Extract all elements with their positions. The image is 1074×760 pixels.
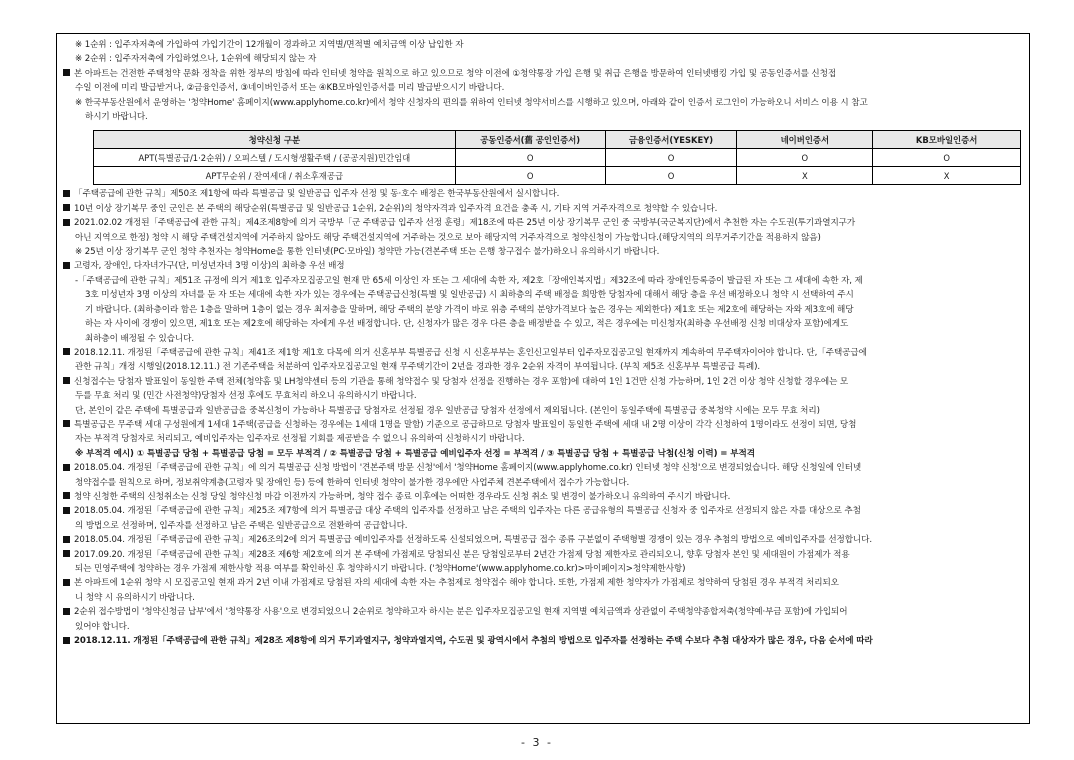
table-cell: APT무순위 / 잔여세대 / 취소후재공급 — [94, 167, 456, 185]
line-text: 2018.05.04. 개정된「주택공급에 관한 규칙」제25조 제7항에 의거 특별공급 대상 주택의 입주자를 선정하고 남은 주택의 입주자는 다른 공급유형의 특별공급 신청자 중 입주자로 선정되지 않은 자를 대상으로 추첨 — [74, 506, 861, 517]
page-number: - 3 - — [521, 736, 553, 749]
bullet-item — [63, 490, 1019, 504]
table-header: KB모바일인증서 — [873, 131, 1021, 149]
certificate-table-header-row — [94, 131, 1021, 149]
line-text: 2018.05.04. 개정된「주택공급에 관한 규칙」에 의거 특별공급 신청 방법이 '견본주택 방문 신청'에서 '청약Home 홈페이지(www.applyhome.co.kr) 인터넷 청약 신청'으로 변경되었습니다. 해당 신청일에 인터넷 — [74, 463, 862, 474]
line-text: 최하층이 배정될 수 있습니다. — [85, 333, 194, 344]
continuation-line — [63, 332, 1019, 346]
line-text: 청약접수를 원칙으로 하며, 정보취약계층(고령자 및 장애인 등) 등에 한하여 인터넷 청약이 불가한 경우에만 사업주체 견본주택에서 접수가 가능합니다. — [75, 477, 630, 488]
bullet-item — [63, 67, 1019, 81]
table-cell: X — [873, 167, 1021, 185]
table-cell: X — [737, 167, 873, 185]
continuation-line — [63, 110, 1019, 124]
square-bullet-icon — [63, 190, 70, 197]
table-cell: O — [605, 149, 737, 167]
notice-section-top — [63, 38, 1019, 124]
note-line — [63, 38, 1019, 52]
table-cell: O — [737, 149, 873, 167]
line-text: 관한 규칙」개정 시행일(2018.12.11.) 전 기존주택을 처분하여 입주자모집공고일 현재 무주택기간이 2년을 경과한 경우 2순위 자격이 부여됩니다. (부칙 제5조 신혼부부 특별공급 특례). — [75, 362, 761, 373]
line-text: ※ 1순위 : 입주자저축에 가입하여 가입기간이 12개월이 경과하고 지역별/면적별 예치금액 이상 납입한 자 — [75, 40, 464, 50]
square-bullet-icon — [63, 204, 70, 211]
bullet-item — [63, 548, 1019, 562]
line-text: 「주택공급에 관한 규칙」제50조 제1항에 따라 특별공급 및 일반공급 입주자 선정 및 동·호수 배정은 한국부동산원에서 실시합니다. — [74, 189, 560, 200]
note-line — [63, 96, 1019, 110]
continuation-line — [63, 432, 1019, 446]
line-text: 두를 무효 처리 및 (민간 사전청약)당첨자 선정 후에도 무효처리 하오니 유의하시기 바랍니다. — [75, 391, 417, 402]
bullet-item — [63, 259, 1019, 273]
line-text: ※ 한국부동산원에서 운영하는 '청약Home' 홈페이지(www.applyhome.co.kr)에서 청약 신청자의 편의를 위하여 인터넷 청약서비스를 시행하고 있으며, 아래와 같이 인증서 로그인이 가능하오니 서비스 이용 시 참고 — [75, 97, 868, 108]
table-header: 공동인증서(舊 공인인증서) — [455, 131, 605, 149]
line-text: ※ 부적격 예시) ① 특별공급 당첨 + 특별공급 당첨 = 모두 부적격 / ② 특별공급 당첨 + 특별공급 예비입주자 선정 = 부적격 / ③ 특별공급 당첨 + 특별공급 낙첨(신청 이력) = 부적격 — [75, 448, 755, 459]
continuation-line — [63, 360, 1019, 374]
continuation-line — [63, 620, 1019, 634]
line-text: 자는 부적격 당첨자로 처리되고, 예비입주자는 입주자로 선정될 기회를 제공받을 수 없으니 유의하여 신청하시기 바랍니다. — [75, 434, 525, 445]
table-row — [94, 167, 1021, 185]
line-text: 2018.05.04. 개정된「주택공급에 관한 규칙」제26조의2에 의거 특별공급 예비입주자를 선정하도록 신설되었으며, 특별공급 접수 종류 구분없이 주택형별 경쟁이 있는 경우 추첨의 방법으로 예비입주자를 선정합니다. — [74, 535, 872, 546]
square-bullet-icon — [63, 262, 70, 269]
notice-section-bottom — [63, 187, 1019, 648]
bullet-item — [63, 375, 1019, 389]
table-row — [94, 149, 1021, 167]
bullet-item — [63, 202, 1019, 216]
line-text: -「주택공급에 관한 규칙」제51조 규정에 의거 제1호 입주자모집공고일 현재 만 65세 이상인 자 또는 그 세대에 속한 자, 제2호「장애인복지법」제32조에 따라 장애인등록증이 발급된 자 또는 그 세대에 속한 자, 제 — [75, 275, 863, 286]
square-bullet-icon — [63, 219, 70, 226]
table-cell: O — [605, 167, 737, 185]
line-text: 2021.02.02 개정된「주택공급에 관한 규칙」제4조제8항에 의거 국방부「군 주택공급 입주자 선정 훈령」제18조에 따른 25년 이상 장기복무 군인 중 국방부(국군복지단)에서 추천한 자는 수도권(투기과열지구가 — [74, 218, 856, 229]
bullet-item — [63, 216, 1019, 230]
line-text: 수일 이전에 미리 발급받거나, ②금융인증서, ③네이버인증서 또는 ④KB모바일인증서를 미리 발급받으시기 바랍니다. — [75, 83, 505, 94]
line-text: 2순위 접수방법이 '청약신청금 납부'에서 '청약통장 사용'으로 변경되었으니 2순위로 청약하고자 하시는 분은 입주자모집공고일 현재 지역별 예치금액과 상관없이 주택청약종합저축(청약예·부금 포함)에 가입되어 — [74, 607, 848, 618]
line-text: 2018.12.11. 개정된「주택공급에 관한 규칙」제41조 제1항 제1호 다목에 의거 신혼부부 특별공급 신청 시 신혼부부는 혼인신고일부터 입주자모집공고일 현재까지 계속하여 무주택자이어야 합니다. 단,「주택공급에 — [74, 347, 867, 358]
bullet-item — [63, 605, 1019, 619]
line-text: 신청접수는 당첨자 발표일이 동일한 주택 전체(청약홈 및 LH청약센터 등의 기관을 통해 청약접수 및 당첨자 선정을 진행하는 경우 포함)에 대하여 1인 1건만 신청 가능하며, 1인 2건 이상 청약 신청할 경우에는 모 — [74, 376, 849, 387]
line-text: 청약 신청한 주택의 신청취소는 신청 당일 청약신청 마감 이전까지 가능하며, 청약 접수 종료 이후에는 어떠한 경우라도 신청 취소 및 변경이 불가하오니 유의하여 주시기 바랍니다. — [74, 491, 731, 502]
line-text: 의 방법으로 선정하며, 입주자를 선정하고 남은 주택은 일반공급으로 전환하여 공급합니다. — [75, 520, 408, 531]
note-line — [63, 274, 1019, 288]
square-bullet-icon — [63, 507, 70, 514]
line-text: 되는 민영주택에 청약하는 경우 가점제 제한사항 적용 여부를 확인하신 후 청약하시기 바랍니다. ('청약Home'(www.applyhome.co.kr)>마이페이지>청약제한사항) — [75, 564, 686, 574]
certificate-table — [93, 130, 1021, 185]
bullet-item — [63, 504, 1019, 518]
square-bullet-icon — [63, 608, 70, 615]
bullet-item — [63, 576, 1019, 590]
line-text: 2018.12.11. 개정된「주택공급에 관한 규칙」제28조 제8항에 의거 투기과열지구, 청약과열지역, 수도권 및 광역시에서 추첨의 방법으로 입주자를 선정하는 주택 수보다 추첨 대상자가 많은 경우, 다음 순서에 따라 — [74, 636, 873, 647]
continuation-line — [63, 303, 1019, 317]
bullet-item — [63, 418, 1019, 432]
table-cell: O — [873, 149, 1021, 167]
line-text: ※ 25년 이상 장기복무 군인 청약 추천자는 청약Home을 통한 인터넷(PC·모바일) 청약만 가능(견본주택 또는 은행 창구접수 불가)하오니 유의하시기 바랍니다. — [75, 247, 660, 258]
line-text: 특별공급은 무주택 세대 구성원에게 1세대 1주택(공급을 신청하는 경우에는 1세대 1명을 말함) 기준으로 공급하므로 당첨자 발표일이 동일한 주택에 세대 내 2명 이상이 각각 신청하여 1명이라도 선정이 되면, 당첨 — [74, 419, 857, 430]
line-text: 10년 이상 장기복무 중인 군인은 본 주택의 해당순위(특별공급 및 일반공급 1순위, 2순위)의 청약자격과 입주자격 요건을 충족 시, 기타 지역 거주자격으로 청약할 수 있습니다. — [74, 203, 718, 214]
square-bullet-icon — [63, 550, 70, 557]
square-bullet-icon — [63, 377, 70, 384]
bullet-item — [63, 533, 1019, 547]
square-bullet-icon — [63, 69, 70, 76]
note-line — [63, 52, 1019, 66]
square-bullet-icon — [63, 420, 70, 427]
continuation-line — [63, 288, 1019, 302]
document-page — [56, 33, 1030, 724]
table-cell: O — [455, 149, 605, 167]
continuation-line — [63, 519, 1019, 533]
line-text: 아닌 지역으로 한정) 청약 시 해당 주택건설지역에 거주하지 않아도 해당 주택건설지역에 거주하는 것으로 보아 해당지역 거주자격으로 청약신청이 가능합니다.(해당지역의 의무거주기간을 적용하지 않음) — [75, 232, 821, 243]
table-header: 청약신청 구분 — [94, 131, 456, 149]
table-cell: O — [455, 167, 605, 185]
square-bullet-icon — [63, 637, 70, 644]
continuation-line — [63, 389, 1019, 403]
line-text: 3호 미성년자 3명 이상의 자녀를 둔 자 또는 세대에 속한 자가 있는 경우에는 주택공급신청(특별 및 일반공급) 시 최하층의 주택 배정을 희망한 당첨자에 대해서 해당 층을 우선 배정하오니 청약 시 선택하여 주시 — [85, 290, 854, 301]
continuation-line — [63, 591, 1019, 605]
note-line — [63, 245, 1019, 259]
line-text: 본 아파트에 1순위 청약 시 모집공고일 현재 과거 2년 이내 가점제로 당첨된 자의 세대에 속한 자는 추첨제로 청약접수 해야 합니다. 또한, 가점제 제한 청약자가 가점제로 청약하여 당첨된 경우 부적격 처리되오 — [74, 578, 839, 589]
continuation-line — [63, 404, 1019, 418]
line-text: 기 바랍니다. (최하층이라 함은 1층을 말하며 1층이 없는 경우 최저층을 말하며, 해당 주택의 분양 가격이 바로 위층 주택의 분양가격보다 높은 경우는 제외한다) 제1호 또는 제2호에 해당하는 자와 제3호에 해당 — [85, 304, 854, 315]
continuation-line — [63, 231, 1019, 245]
table-header: 금융인증서(YESKEY) — [605, 131, 737, 149]
square-bullet-icon — [63, 579, 70, 586]
line-text: 니 청약 시 유의하시기 바랍니다. — [75, 592, 195, 603]
line-text: 있어야 합니다. — [75, 621, 130, 632]
square-bullet-icon — [63, 492, 70, 499]
line-text: 단, 본인이 같은 주택에 특별공급과 일반공급을 중복신청이 가능하나 특별공급 당첨자로 선정될 경우 일반공급 당첨자 선정에서 제외됩니다. (본인이 동일주택에 특별공급 중복청약 시에는 모두 무효 처리) — [75, 405, 820, 416]
line-text: ※ 2순위 : 입주자저축에 가입하였으나, 1순위에 해당되지 않는 자 — [75, 54, 317, 65]
line-text: 본 아파트는 건전한 주택청약 문화 정착을 위한 정부의 방침에 따라 인터넷 청약을 원칙으로 하고 있으므로 청약 이전에 ①청약통장 가입 은행 및 취급 은행을 방문하여 인터넷뱅킹 가입 및 공동인증서를 신청접 — [74, 68, 837, 79]
bullet-item — [63, 634, 1019, 648]
certificate-table-wrap — [63, 124, 1019, 187]
note-line — [63, 447, 1019, 461]
table-cell: APT(특별공급/1·2순위) / 오피스텔 / 도시형생활주택 / (공공지원)민간임대 — [94, 149, 456, 167]
bullet-item — [63, 187, 1019, 201]
bullet-item — [63, 346, 1019, 360]
continuation-line — [63, 317, 1019, 331]
table-header: 네이버인증서 — [737, 131, 873, 149]
line-text: 2017.09.20. 개정된「주택공급에 관한 규칙」제28조 제6항 제2호에 의거 본 주택에 가점제로 당첨되신 분은 당첨일로부터 2년간 가점제 당첨 제한자로 관리되오니, 향후 당첨자 본인 및 세대원이 가점제가 적용 — [74, 549, 850, 560]
continuation-line — [63, 476, 1019, 490]
line-text: 하는 자 사이에 경쟁이 있으면, 제1호 또는 제2호에 해당하는 자에게 우선 배정합니다. 단, 신청자가 많은 경우 다른 층을 배정받을 수 있고, 적은 경우에는 미신청자(최하층 우선배정 신청 비대상자 포함)에게도 — [85, 319, 849, 330]
line-text: 고령자, 장애인, 다자녀가구(단, 미성년자녀 3명 이상)의 최하층 우선 배정 — [74, 261, 345, 272]
continuation-line — [63, 562, 1019, 576]
line-text: 하시기 바랍니다. — [85, 112, 148, 123]
continuation-line — [63, 81, 1019, 95]
square-bullet-icon — [63, 464, 70, 471]
square-bullet-icon — [63, 536, 70, 543]
square-bullet-icon — [63, 348, 70, 355]
bullet-item — [63, 461, 1019, 475]
